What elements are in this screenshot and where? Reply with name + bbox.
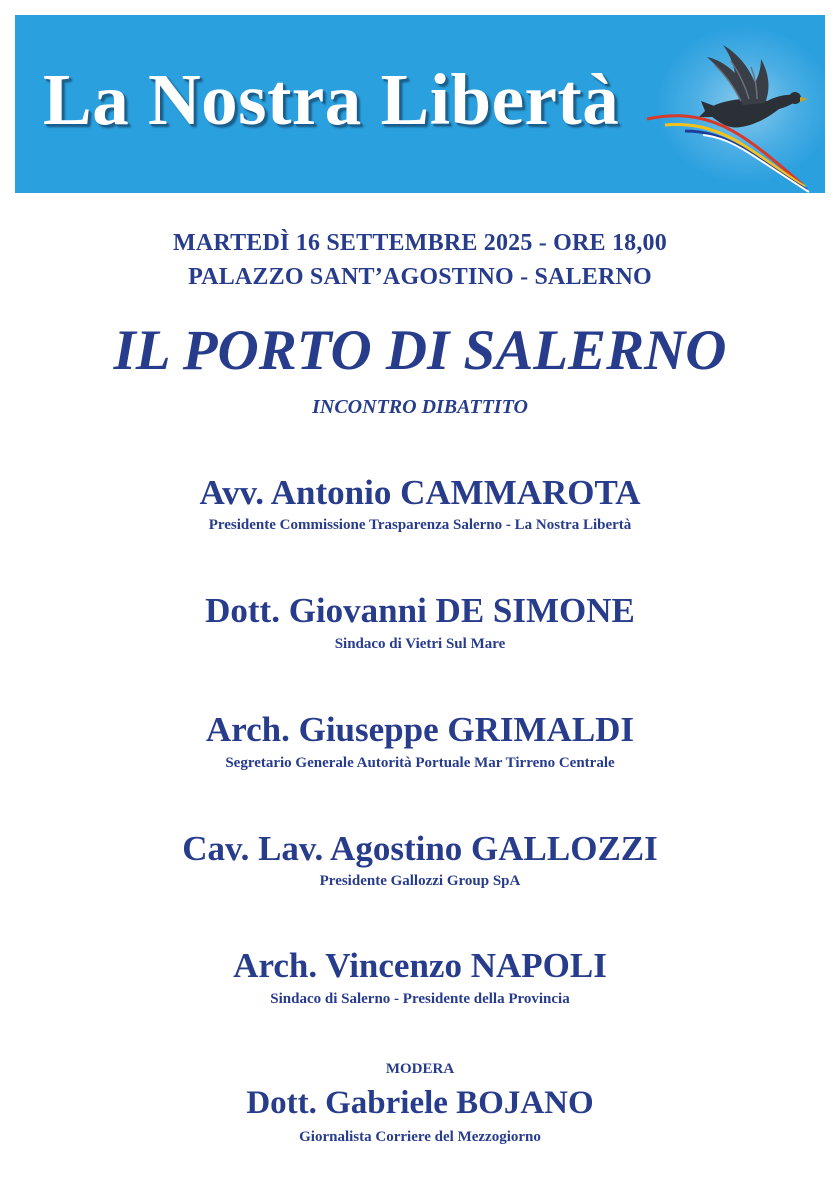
speaker-role: Presidente Gallozzi Group SpA <box>319 873 521 889</box>
speaker-name: Arch. Giuseppe GRIMALDI <box>205 710 635 749</box>
event-title: IL PORTO DI SALERNO <box>113 319 727 382</box>
moderator-name: Dott. Gabriele BOJANO <box>246 1085 594 1121</box>
speaker-role: Presidente Commissione Trasparenza Salerno - La Nostra Libertà <box>208 517 632 533</box>
moderator-role: Giornalista Corriere del Mezzogiorno <box>299 1129 541 1145</box>
speaker-name: Dott. Giovanni DE SIMONE <box>205 591 635 630</box>
event-subtitle: INCONTRO DIBATTITO <box>312 396 528 418</box>
header-banner <box>15 15 825 193</box>
eagle-logo-icon <box>645 35 815 193</box>
speaker-name: Arch. Vincenzo NAPOLI <box>233 946 607 985</box>
moderator-label: MODERA <box>385 1061 455 1077</box>
event-location: PALAZZO SANT’AGOSTINO - SALERNO <box>188 264 652 290</box>
speaker-role: Sindaco di Vietri Sul Mare <box>334 636 506 652</box>
banner-title: La Nostra Libertà <box>43 59 620 140</box>
speaker-role: Segretario Generale Autorità Portuale Mar Tirreno Centrale <box>225 755 615 771</box>
event-date-time: MARTEDÌ 16 SETTEMBRE 2025 - ORE 18,00 <box>173 230 667 256</box>
speaker-role: Sindaco di Salerno - Presidente della Provincia <box>270 991 570 1007</box>
speaker-name: Avv. Antonio CAMMAROTA <box>199 473 641 512</box>
speaker-name: Cav. Lav. Agostino GALLOZZI <box>182 829 658 868</box>
